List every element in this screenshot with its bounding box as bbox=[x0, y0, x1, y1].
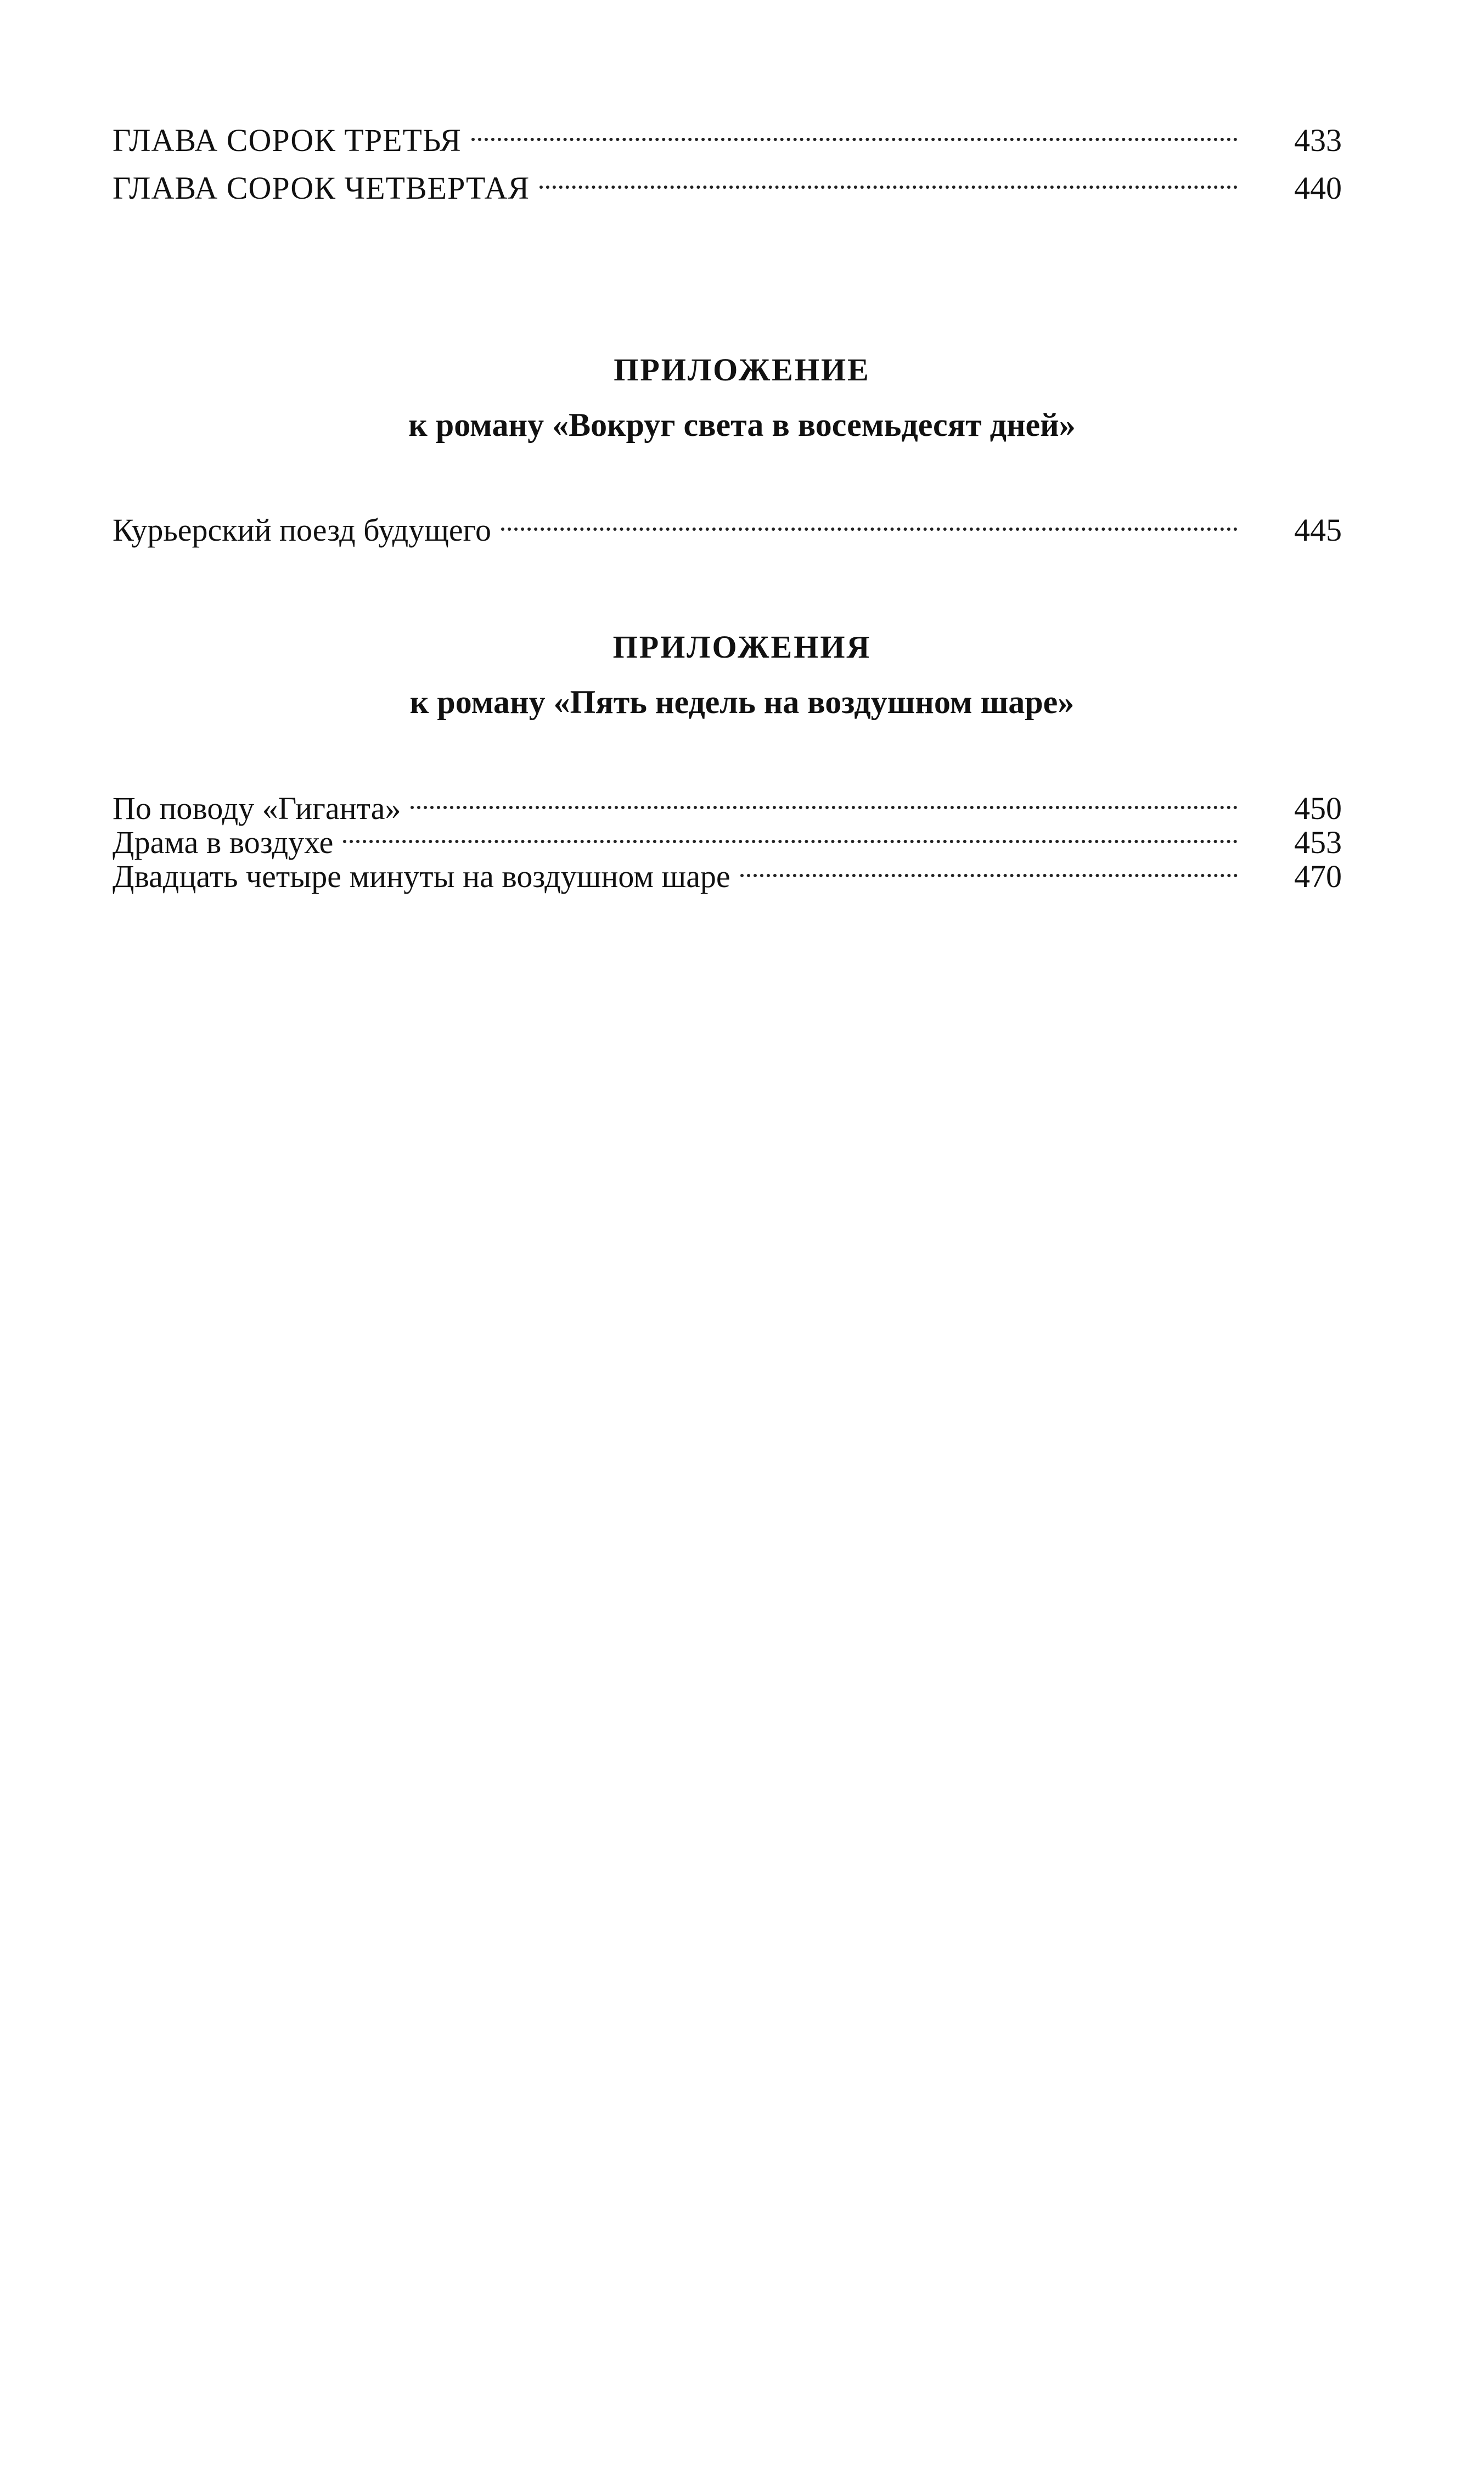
toc-entry-chapter-44 bbox=[113, 155, 1342, 206]
toc-entry-title: Драма в воздухе bbox=[113, 824, 334, 860]
appendix-subheading: к роману «Пять недель на воздушном шаре» bbox=[409, 684, 1075, 720]
toc-entry-page-number: 440 bbox=[1294, 170, 1342, 206]
appendix-subheading: к роману «Вокруг света в восемьдесят дней» bbox=[408, 407, 1076, 443]
toc-entry-title: Двадцать четыре минуты на воздушном шаре bbox=[113, 859, 730, 894]
toc-entry-title: ГЛАВА СОРОК ЧЕТВЕРТАЯ bbox=[113, 170, 530, 206]
toc-entry-chapter-43 bbox=[113, 107, 1342, 158]
dot-leader bbox=[501, 497, 1238, 541]
appendix-heading: ПРИЛОЖЕНИЕ bbox=[614, 352, 870, 388]
toc-entry-page-number: 470 bbox=[1294, 859, 1342, 894]
toc-entry-page-number: 445 bbox=[1294, 512, 1342, 548]
dot-leader bbox=[539, 155, 1238, 199]
toc-entry-title: По поводу «Гиганта» bbox=[113, 790, 401, 826]
toc-entry-twenty-four-minutes bbox=[113, 843, 1342, 894]
toc-entry-page-number: 453 bbox=[1294, 824, 1342, 860]
toc-entry-page-number: 433 bbox=[1294, 122, 1342, 158]
toc-entry-page-number: 450 bbox=[1294, 790, 1342, 826]
dot-leader bbox=[740, 843, 1238, 887]
appendix-heading: ПРИЛОЖЕНИЯ bbox=[612, 629, 872, 665]
dot-leader bbox=[471, 107, 1238, 151]
toc-entry-title: ГЛАВА СОРОК ТРЕТЬЯ bbox=[113, 122, 462, 158]
toc-entry-title: Курьерский поезд будущего bbox=[113, 512, 491, 548]
toc-entry-courier-train bbox=[113, 497, 1342, 548]
